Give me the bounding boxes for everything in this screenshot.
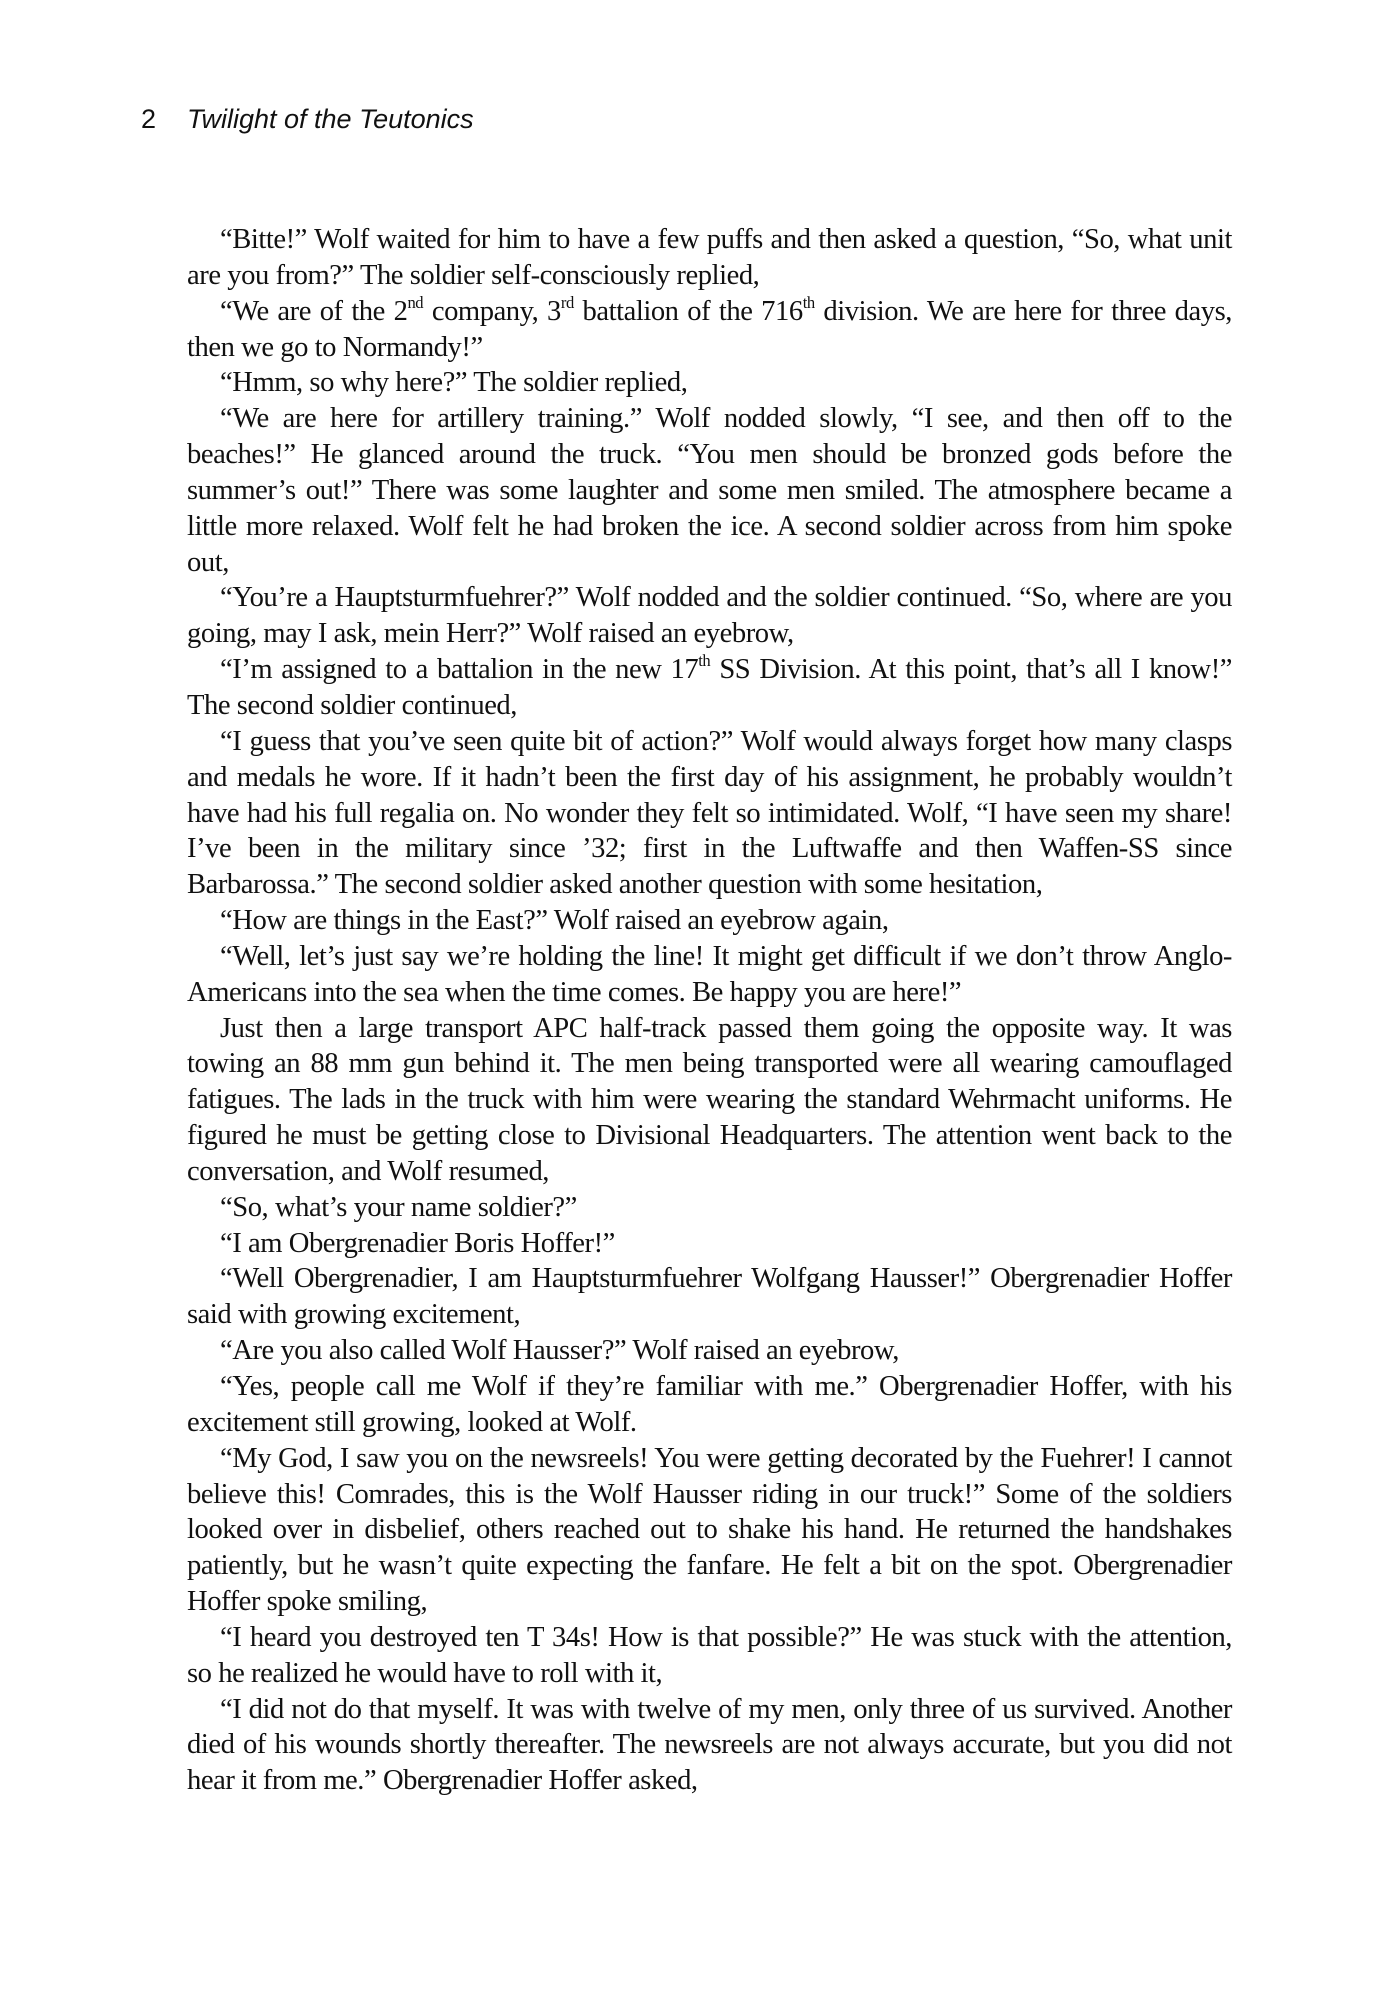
- page-number: 2: [141, 104, 157, 134]
- paragraph: “We are of the 2nd company, 3rd battalion of the 716th division. We are here for three days, then we go to Normandy!”: [187, 292, 1232, 363]
- paragraph: “You’re a Hauptsturmfuehrer?” Wolf nodded and the soldier continued. “So, where are you going, may I ask, mein Herr?” Wolf raised an eyebrow,: [187, 582, 1232, 650]
- ordinal-suffix: th: [698, 651, 711, 671]
- body-text: [187, 222, 1232, 1799]
- paragraph: “Hmm, so why here?” The soldier replied,: [220, 367, 688, 399]
- paragraph: “Bitte!” Wolf waited for him to have a few puffs and then asked a question, “So, what unit are you from?” The soldier self-consciously replied,: [187, 224, 1232, 291]
- running-title: Twilight of the Teutonics: [187, 104, 474, 134]
- paragraph: “I’m assigned to a battalion in the new 17th SS Division. At this point, that’s all I know!” The second soldier continued,: [187, 651, 1233, 721]
- paragraph: “I am Obergrenadier Boris Hoffer!”: [220, 1227, 615, 1259]
- paragraph: “I guess that you’ve seen quite bit of action?” Wolf would always forget how many clasps and medals he wore. If it hadn’t been the first day of his assignment, he probably wouldn’t have had his full regalia on. No wonder they felt so intimidated. Wolf, “I have seen my share! I’ve been in the military since ’32; first in the Luftwaffe and then Waffen-SS since Barbarossa.” The second soldier asked another question with some hesitation,: [187, 725, 1232, 901]
- paragraph: “I heard you destroyed ten T 34s! How is that possible?” He was stuck with the attention, so he realized he would have to roll with it,: [187, 1621, 1232, 1689]
- paragraph: “My God, I saw you on the newsreels! You were getting decorated by the Fuehrer! I cannot believe this! Comrades, this is the Wolf Hausser riding in our truck!” Some of the soldiers looked over in disbelief, others reached out to shake his hand. He returned the handshakes patiently, but he wasn’t quite expecting the fanfare. He felt a bit on the spot. Obergrenadier Hoffer spoke smiling,: [187, 1442, 1232, 1618]
- paragraph: “So, what’s your name soldier?”: [220, 1191, 577, 1223]
- ordinal-suffix: nd: [407, 292, 424, 312]
- paragraph: “Are you also called Wolf Hausser?” Wolf raised an eyebrow,: [220, 1335, 899, 1367]
- paragraph: “I did not do that myself. It was with twelve of my men, only three of us survived. Another died of his wounds shortly thereafter. The newsreels are not always accurate, but you did not hear it from me.” Obergrenadier Hoffer asked,: [187, 1693, 1232, 1797]
- paragraph: “Yes, people call me Wolf if they’re familiar with me.” Obergrenadier Hoffer, with his excitement still growing, looked at Wolf.: [187, 1371, 1232, 1438]
- paragraph: Just then a large transport APC half-track passed them going the opposite way. It was towing an 88 mm gun behind it. The men being transported were all wearing camouflaged fatigues. The lads in the truck with him were wearing the standard Wehrmacht uniforms. He figured he must be getting close to Divisional Headquarters. The attention went back to the conversation, and Wolf resumed,: [187, 1012, 1232, 1187]
- ordinal-suffix: th: [802, 292, 815, 312]
- running-header: [141, 104, 474, 135]
- ordinal-suffix: rd: [560, 292, 574, 312]
- paragraph: “How are things in the East?” Wolf raised an eyebrow again,: [220, 905, 889, 937]
- paragraph: “Well Obergrenadier, I am Hauptsturmfuehrer Wolfgang Hausser!” Obergrenadier Hoffer said with growing excitement,: [187, 1263, 1232, 1331]
- paragraph: “We are here for artillery training.” Wolf nodded slowly, “I see, and then off to the beaches!” He glanced around the truck. “You men should be bronzed gods before the summer’s out!” There was some laughter and some men smiled. The atmosphere became a little more relaxed. Wolf felt he had broken the ice. A second soldier across from him spoke out,: [187, 403, 1232, 578]
- paragraph: “Well, let’s just say we’re holding the line! It might get difficult if we don’t throw Anglo-Americans into the sea when the time comes. Be happy you are here!”: [187, 940, 1232, 1008]
